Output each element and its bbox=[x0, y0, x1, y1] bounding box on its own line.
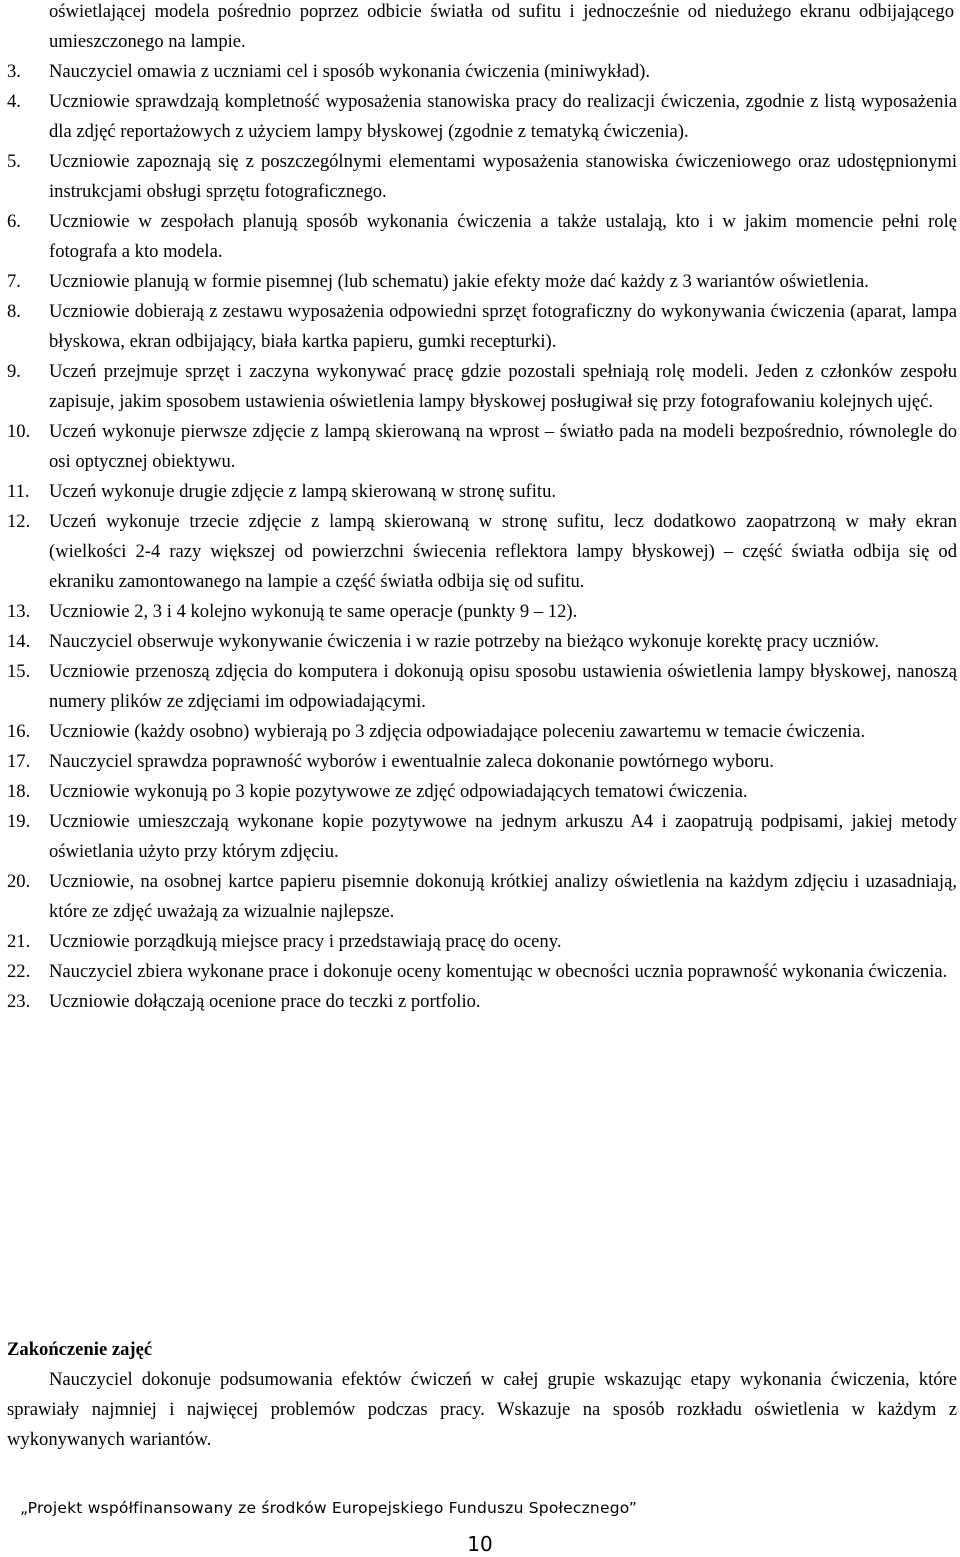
closing-body: Nauczyciel dokonuje podsumowania efektów ćwiczeń w całej grupie wskazując etapy wykonania ćwiczenia, które sprawiały najmniej i najwięcej problemów podczas pracy. Wskazuje na sposób rozkładu oświetlenia w każdym z wykonywanych wariantów. bbox=[7, 1369, 957, 1450]
list-item bbox=[7, 957, 957, 987]
procedure-steps-list bbox=[7, 57, 957, 1017]
step-number: 11. bbox=[7, 481, 30, 502]
step-text: Nauczyciel sprawdza poprawność wyborów i ewentualnie zaleca dokonanie powtórnego wyboru. bbox=[49, 751, 774, 772]
page-number: 10 bbox=[467, 1532, 493, 1556]
list-item bbox=[7, 717, 957, 747]
list-item bbox=[7, 477, 957, 507]
step-text: Uczniowie wykonują po 3 kopie pozytywowe ze zdjęć odpowiadających tematowi ćwiczenia. bbox=[49, 781, 748, 802]
step-text: Uczniowie zapoznają się z poszczególnymi elementami wyposażenia stanowiska ćwiczeniowego oraz udostępnionymi instrukcjami obsługi sprzętu fotograficznego. bbox=[49, 151, 957, 202]
step-number: 16. bbox=[7, 721, 31, 742]
step-number: 13. bbox=[7, 601, 31, 622]
list-item bbox=[7, 657, 957, 717]
step-text: Uczeń wykonuje drugie zdjęcie z lampą skierowaną w stronę sufitu. bbox=[49, 481, 557, 502]
project-footer: „Projekt współfinansowany ze środków Europejskiego Funduszu Społecznego” bbox=[20, 1499, 638, 1517]
list-item bbox=[7, 147, 957, 207]
list-item bbox=[7, 297, 957, 357]
list-item bbox=[7, 627, 957, 657]
list-item bbox=[7, 927, 957, 957]
step-number: 14. bbox=[7, 631, 31, 652]
step-text: Uczniowie porządkują miejsce pracy i przedstawiają pracę do oceny. bbox=[49, 931, 562, 952]
list-item bbox=[7, 207, 957, 267]
step-number: 20. bbox=[7, 871, 31, 892]
step-number: 21. bbox=[7, 931, 31, 952]
list-item bbox=[7, 807, 957, 867]
step-number: 9. bbox=[7, 361, 21, 382]
step-text: Uczniowie dołączają ocenione prace do teczki z portfolio. bbox=[49, 991, 481, 1012]
step-number: 15. bbox=[7, 661, 31, 682]
step-number: 18. bbox=[7, 781, 31, 802]
list-item bbox=[7, 987, 957, 1017]
step-text: Uczniowie przenoszą zdjęcia do komputera i dokonują opisu sposobu ustawienia oświetlenia lampy błyskowej, nanoszą numery plików ze zdjęciami im odpowiadającymi. bbox=[49, 661, 957, 712]
step-number: 8. bbox=[7, 301, 21, 322]
step-number: 23. bbox=[7, 991, 31, 1012]
step-number: 4. bbox=[7, 91, 21, 112]
step-number: 3. bbox=[7, 61, 21, 82]
list-item bbox=[7, 357, 957, 417]
list-item bbox=[7, 747, 957, 777]
step-text: Uczniowie (każdy osobno) wybierają po 3 zdjęcia odpowiadające poleceniu zawartemu w temacie ćwiczenia. bbox=[49, 721, 866, 742]
step-text: Nauczyciel omawia z uczniami cel i sposób wykonania ćwiczenia (miniwykład). bbox=[49, 61, 650, 82]
step-number: 6. bbox=[7, 211, 21, 232]
step-text: Uczniowie 2, 3 i 4 kolejno wykonują te same operacje (punkty 9 – 12). bbox=[49, 601, 578, 622]
step-number: 7. bbox=[7, 271, 21, 292]
list-item bbox=[7, 867, 957, 927]
step-text: Uczeń przejmuje sprzęt i zaczyna wykonywać pracę gdzie pozostali spełniają rolę modeli. Jeden z członków zespołu zapisuje, jakim sposobem ustawienia oświetlenia lampy błyskowej posługiwał się przy fotografowaniu kolejnych ujęć. bbox=[49, 361, 957, 412]
step-number: 10. bbox=[7, 421, 31, 442]
step-text: Uczeń wykonuje trzecie zdjęcie z lampą skierowaną w stronę sufitu, lecz dodatkowo zaopatrzoną w mały ekran (wielkości 2-4 razy większej od powierzchni świecenia reflektora lampy błyskowej) – część światła odbija się od ekraniku zamontowanego na lampie a część światła odbija się od sufitu. bbox=[49, 511, 957, 592]
list-item bbox=[7, 87, 957, 147]
step-text: Uczniowie sprawdzają kompletność wyposażenia stanowiska pracy do realizacji ćwiczenia, zgodnie z listą wyposażenia dla zdjęć reportażowych z użyciem lampy błyskowej (zgodnie z tematyką ćwiczenia). bbox=[49, 91, 957, 142]
list-item bbox=[7, 267, 957, 297]
step-number: 19. bbox=[7, 811, 31, 832]
step-text: Nauczyciel zbiera wykonane prace i dokonuje oceny komentując w obecności ucznia poprawność wykonania ćwiczenia. bbox=[49, 961, 948, 982]
list-item bbox=[7, 597, 957, 627]
step-text: Nauczyciel obserwuje wykonywanie ćwiczenia i w razie potrzeby na bieżąco wykonuje korektę pracy uczniów. bbox=[49, 631, 879, 652]
list-item bbox=[7, 57, 957, 87]
step-text: Uczeń wykonuje pierwsze zdjęcie z lampą skierowaną na wprost – światło pada na modeli bezpośrednio, równolegle do osi optycznej obiektywu. bbox=[49, 421, 957, 472]
step-text: Uczniowie dobierają z zestawu wyposażenia odpowiedni sprzęt fotograficzny do wykonywania ćwiczenia (aparat, lampa błyskowa, ekran odbijający, biała kartka papieru, gumki recepturki). bbox=[49, 301, 957, 352]
closing-section bbox=[7, 1335, 957, 1455]
step-text: Uczniowie planują w formie pisemnej (lub schematu) jakie efekty może dać każdy z 3 wariantów oświetlenia. bbox=[49, 271, 869, 292]
step-number: 12. bbox=[7, 511, 31, 532]
closing-title: Zakończenie zajęć bbox=[7, 1339, 153, 1360]
step-number: 5. bbox=[7, 151, 21, 172]
list-item bbox=[7, 507, 957, 597]
list-item bbox=[7, 777, 957, 807]
step-number: 22. bbox=[7, 961, 31, 982]
step-number: 17. bbox=[7, 751, 31, 772]
step-text: Uczniowie umieszczają wykonane kopie pozytywowe na jednym arkuszu A4 i zaopatrują podpisami, jakiej metody oświetlania użyto przy którym zdjęciu. bbox=[49, 811, 957, 862]
step-text: Uczniowie, na osobnej kartce papieru pisemnie dokonują krótkiej analizy oświetlenia na każdym zdjęciu i uzasadniają, które ze zdjęć uważają za wizualnie najlepsze. bbox=[49, 871, 957, 922]
list-item bbox=[7, 417, 957, 477]
step-text: Uczniowie w zespołach planują sposób wykonania ćwiczenia a także ustalają, kto i w jakim momencie pełni rolę fotografa a kto modela. bbox=[49, 211, 957, 262]
intro-paragraph: oświetlającej modela pośrednio poprzez odbicie światła od sufitu i jednocześnie od niedużego ekranu odbijającego umieszczonego na lampie. bbox=[49, 1, 954, 52]
